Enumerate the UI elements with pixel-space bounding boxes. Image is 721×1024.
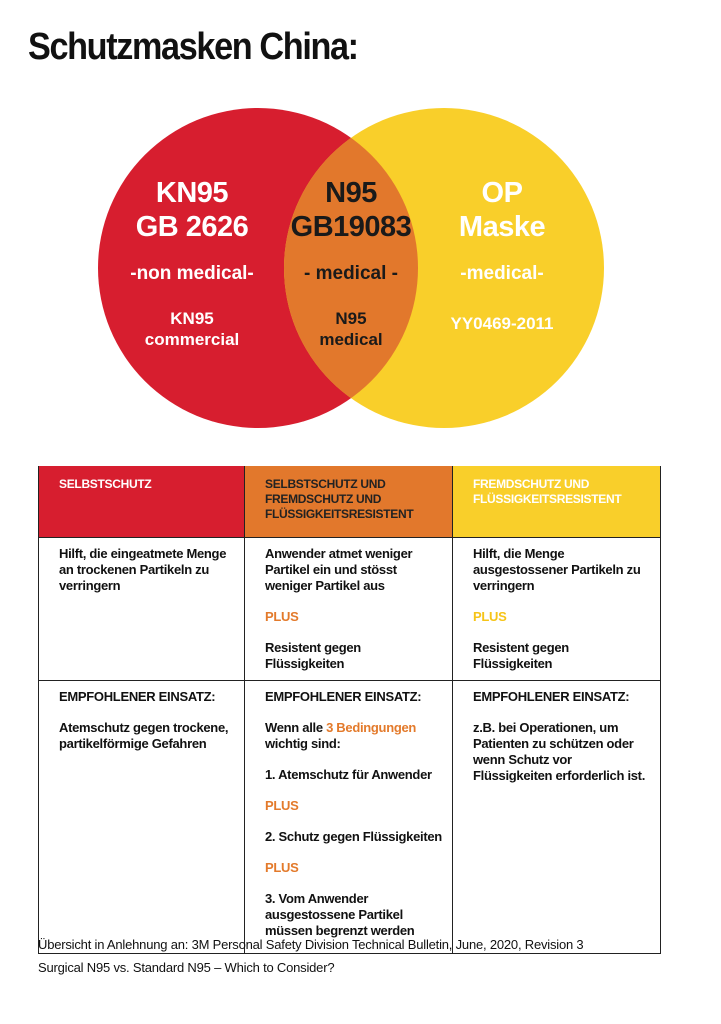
venn-center-sub2: medical: [319, 330, 383, 349]
usage-n95-item3: 3. Vom Anwender ausgestossene Partikel müssen begrenzt werden: [265, 891, 415, 938]
venn-center-name2: GB19083: [290, 211, 412, 243]
venn-right-name1: OP: [481, 177, 523, 209]
usage-n95-highlight: 3 Bedingungen: [326, 720, 417, 735]
venn-right-name: [459, 176, 545, 244]
desc-n95-text: Anwender atmet weniger Partikel ein und stösst weniger Partikel aus: [265, 546, 413, 593]
usage-kn95-text: Atemschutz gegen trockene, partikelförmige Gefahren: [59, 720, 229, 751]
cell-desc-kn95: [39, 538, 245, 681]
venn-center-sub1: N95: [335, 309, 367, 328]
usage-n95-plus1: PLUS: [265, 798, 299, 813]
usage-n95-intro: Wenn alle 3 Bedingungen wichtig sind:: [265, 720, 417, 751]
venn-left-sub2: commercial: [144, 330, 240, 349]
header-fremdschutz: FREMDSCHUTZ UND FLÜSSIGKEITSRESISTENT: [453, 466, 661, 538]
venn-center-category: - medical -: [304, 263, 398, 284]
usage-n95-plus2: PLUS: [265, 860, 299, 875]
cell-desc-op: [453, 538, 661, 681]
venn-center-name1: N95: [325, 177, 377, 209]
venn-left-name1: KN95: [155, 177, 229, 209]
page-title: Schutzmasken China:: [28, 26, 358, 68]
usage-n95-label: EMPFOHLENER EINSATZ:: [265, 689, 422, 704]
venn-right-sub1: YY0469-2011: [450, 314, 554, 333]
cell-usage-op: [453, 681, 661, 954]
usage-op-text: z.B. bei Operationen, um Patienten zu schützen oder wenn Schutz vor Flüssigkeiten erforderlich ist.: [473, 720, 646, 783]
venn-left-sub: [145, 308, 240, 350]
desc-op-extra: Resistent gegen Flüssigkeiten: [473, 640, 569, 671]
header-selbst-fremdschutz: SELBSTSCHUTZ UND FREMDSCHUTZ UND FLÜSSIGKEITSRESISTENT: [245, 466, 453, 538]
usage-n95-item1: 1. Atemschutz für Anwender: [265, 767, 432, 782]
table-row-description: [39, 538, 661, 681]
venn-center-name: [291, 176, 412, 244]
venn-right-name2: Maske: [458, 211, 546, 243]
comparison-table: [38, 466, 661, 954]
cell-desc-n95: [245, 538, 453, 681]
cell-usage-kn95: [39, 681, 245, 954]
desc-kn95-text: Hilft, die eingeatmete Menge an trockenen Partikeln zu verringern: [59, 546, 227, 593]
venn-right-category: -medical-: [460, 263, 544, 284]
usage-kn95-label: EMPFOHLENER EINSATZ:: [59, 689, 216, 704]
venn-left-sub1: KN95: [170, 309, 214, 328]
desc-op-text: Hilft, die Menge ausgestossener Partikeln zu verringern: [473, 546, 641, 593]
header-selbstschutz: SELBSTSCHUTZ: [39, 466, 245, 538]
venn-left-category: -non medical-: [130, 263, 254, 284]
venn-left-name: [136, 176, 249, 244]
venn-center-sub: [319, 308, 382, 350]
usage-n95-item2: 2. Schutz gegen Flüssigkeiten: [265, 829, 442, 844]
usage-op-label: EMPFOHLENER EINSATZ:: [473, 689, 630, 704]
footer-source: Übersicht in Anlehnung an: 3M Personal Safety Division Technical Bulletin, June, 2020, Revision 3: [38, 937, 584, 952]
footer-reference: Surgical N95 vs. Standard N95 – Which to Consider?: [38, 960, 335, 975]
desc-n95-plus: PLUS: [265, 609, 299, 624]
table-row-usage: [39, 681, 661, 954]
table-header-row: [39, 466, 661, 538]
cell-usage-n95: [245, 681, 453, 954]
venn-left-name2: GB 2626: [135, 211, 249, 243]
desc-n95-extra: Resistent gegen Flüssigkeiten: [265, 640, 361, 671]
desc-op-plus: PLUS: [473, 609, 507, 624]
